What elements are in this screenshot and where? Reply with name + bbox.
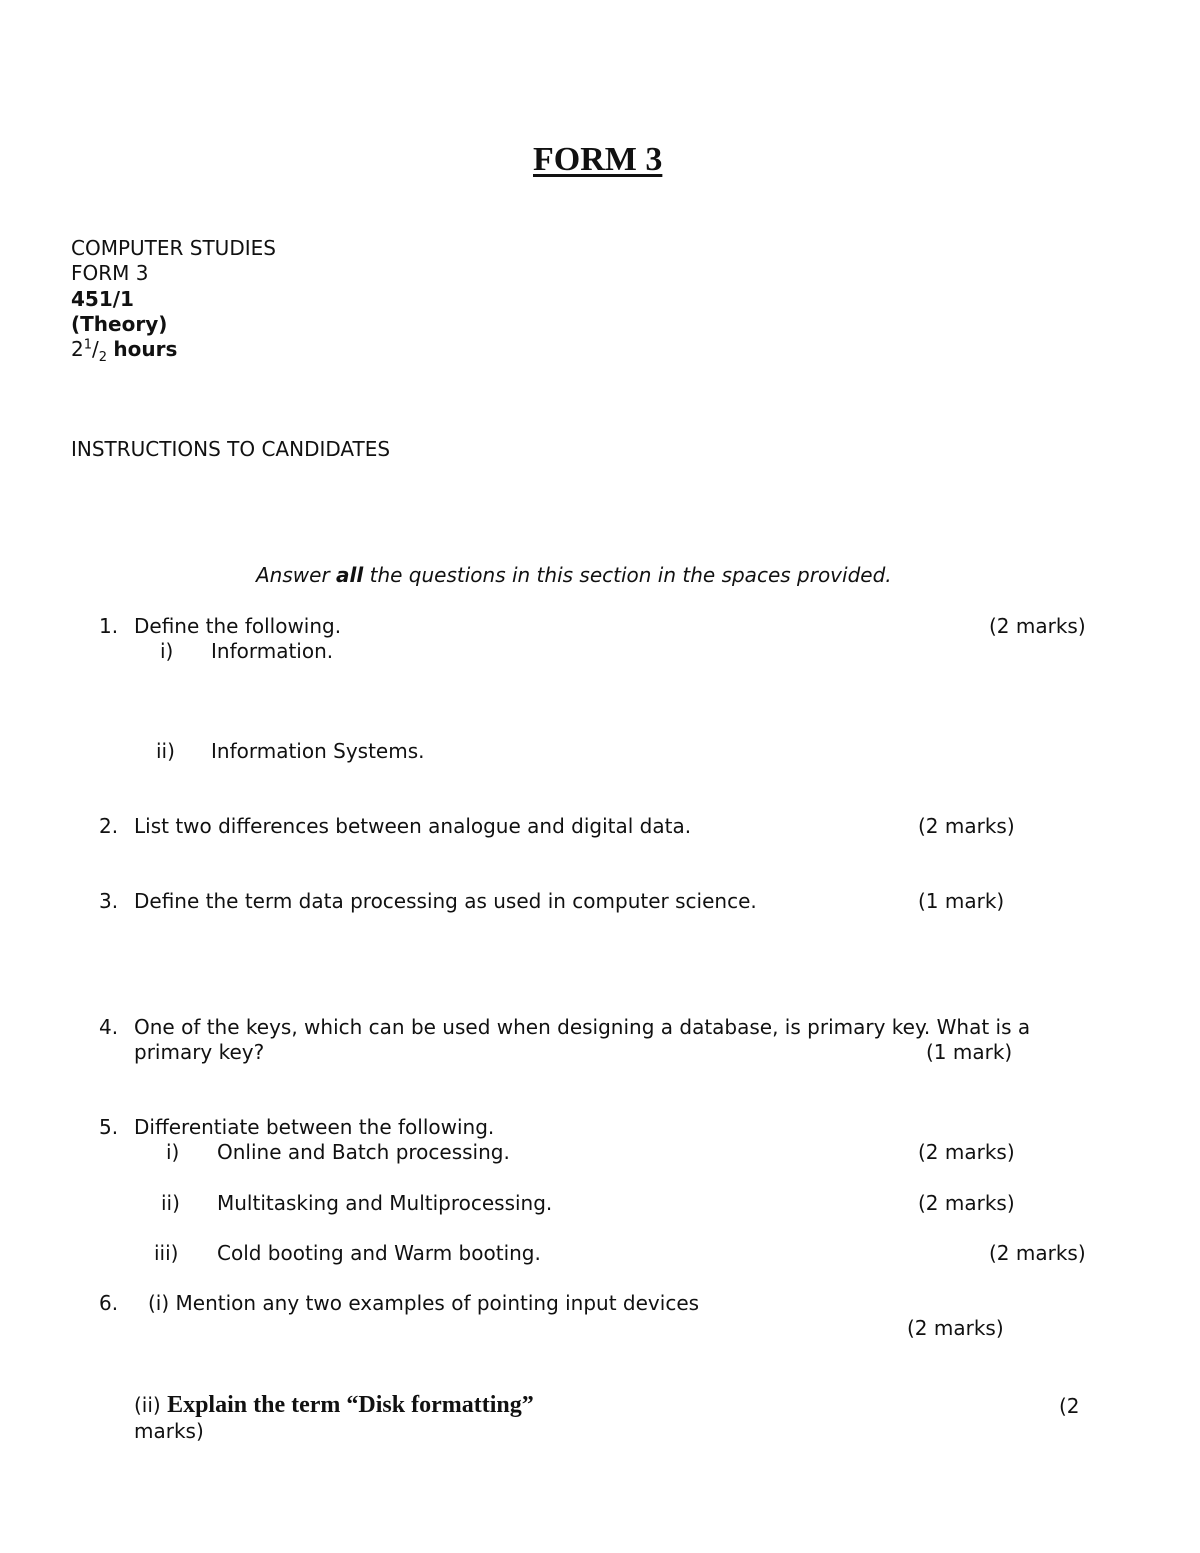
question-5-sub-i-label: i) [166,1140,180,1164]
question-5-sub-ii-label: ii) [161,1191,180,1215]
duration-denominator: 2 [98,350,108,365]
question-6-part-ii-marks-a: (2 [1059,1394,1080,1418]
question-1-sub-ii-text: Information Systems. [211,739,425,763]
form-level: FORM 3 [71,261,149,285]
question-6-part-ii [134,1390,534,1420]
question-6-part-ii-text: Explain the term “Disk formatting” [167,1392,534,1418]
paper-code: 451/1 [71,287,134,311]
question-3-number: 3. [99,889,119,913]
paper-type: (Theory) [71,312,168,336]
question-1-sub-i-label: i) [160,639,174,663]
question-5-sub-i-text: Online and Batch processing. [217,1140,510,1164]
question-1-sub-ii-label: ii) [156,739,175,763]
question-5-sub-ii-text: Multitasking and Multiprocessing. [217,1191,553,1215]
question-5-text: Differentiate between the following. [134,1115,495,1139]
duration-numerator: 1 [83,337,93,353]
question-6-part-i-marks: (2 marks) [907,1316,1004,1340]
question-4-marks: (1 mark) [926,1040,1013,1064]
question-2-text: List two differences between analogue and digital data. [134,814,692,838]
question-6-part-ii-label: (ii) [134,1393,168,1417]
question-4-number: 4. [99,1015,119,1039]
question-6-number: 6. [99,1291,119,1315]
instruction-post: the questions in this section in the spaces provided. [363,563,892,587]
question-1-number: 1. [99,614,119,638]
question-4-text-line2: primary key? [134,1040,265,1064]
question-5-sub-i-marks: (2 marks) [918,1140,1015,1164]
question-3-marks: (1 mark) [918,889,1005,913]
subject-name: COMPUTER STUDIES [71,236,276,260]
question-5-sub-iii-label: iii) [154,1241,179,1265]
duration-slash: / [92,337,99,361]
duration-whole: 2 [71,337,84,361]
duration [71,336,178,365]
question-3-text: Define the term data processing as used in computer science. [134,889,757,913]
question-1-text: Define the following. [134,614,342,638]
question-1-sub-i-text: Information. [211,639,334,663]
question-5-sub-ii-marks: (2 marks) [918,1191,1015,1215]
instruction-line [256,562,892,588]
question-5-sub-iii-text: Cold booting and Warm booting. [217,1241,541,1265]
question-6-part-i-text: (i) Mention any two examples of pointing input devices [148,1291,700,1315]
duration-unit: hours [113,337,178,361]
question-6-part-ii-marks-b: marks) [134,1419,204,1443]
question-2-marks: (2 marks) [918,814,1015,838]
question-5-number: 5. [99,1115,119,1139]
question-2-number: 2. [99,814,119,838]
question-5-sub-iii-marks: (2 marks) [989,1241,1086,1265]
question-1-marks: (2 marks) [989,614,1086,638]
instructions-heading: INSTRUCTIONS TO CANDIDATES [71,437,391,461]
question-4-text-line1: One of the keys, which can be used when designing a database, is primary key. What is a [134,1015,1031,1039]
page-title: FORM 3 [533,141,663,178]
instruction-pre: Answer [256,563,337,587]
instruction-emphasis: all [336,563,364,587]
